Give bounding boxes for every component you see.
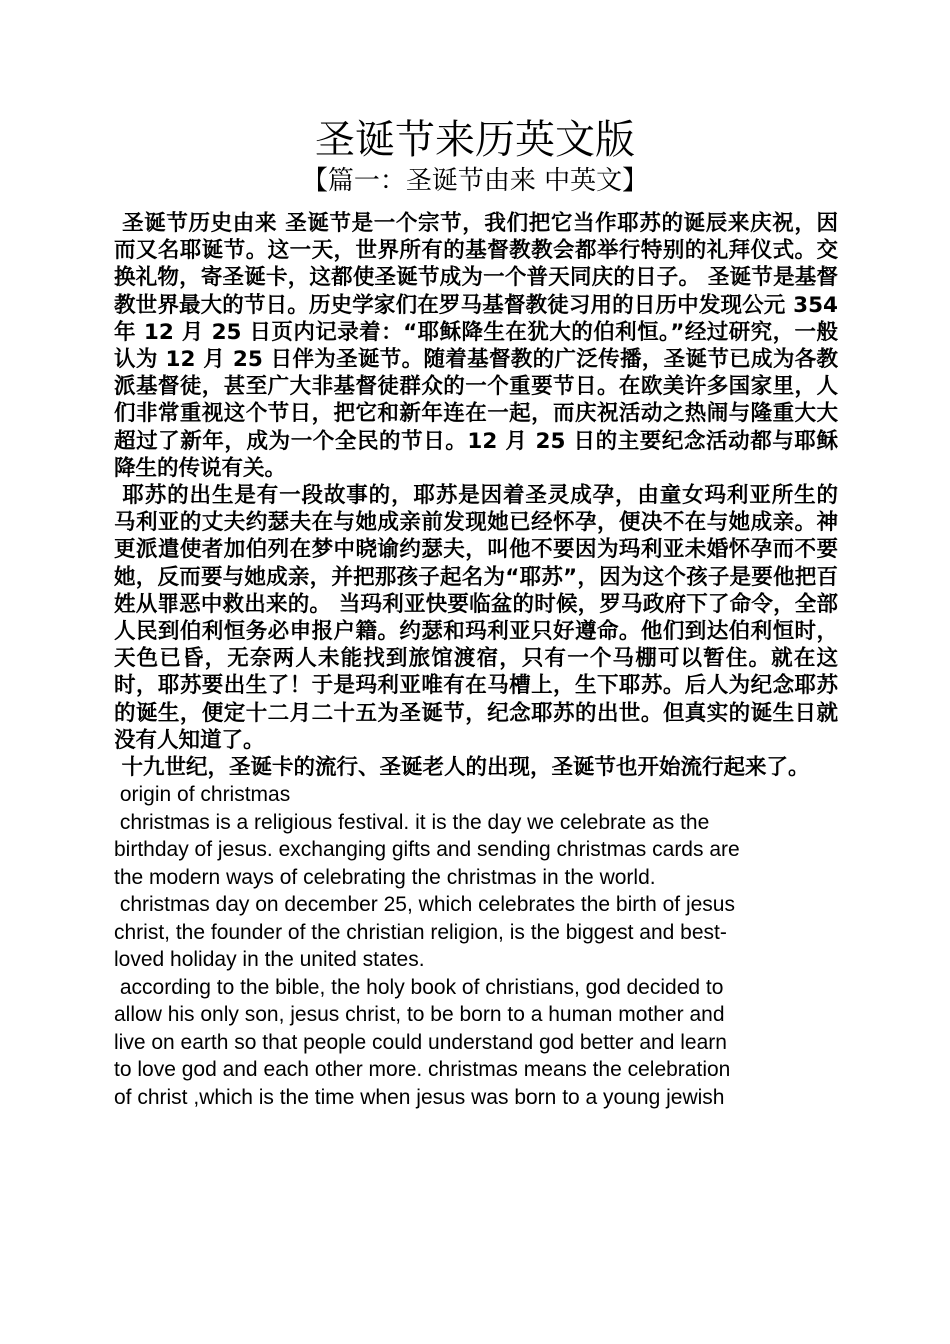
paragraph-birth-story: 耶苏的出生是有一段故事的，耶苏是因着圣灵成孕，由童女玛利亚所生的 马利亚的丈夫约瑟夫在与她成亲前发现她已经怀孕，便决不在与她成亲。神更派遣使者加伯列在梦中晓谕约瑟夫，叫他不要因为玛利亚未婚怀孕而不要她，反而要与她成亲，并把那孩子起名为“耶苏”，因为这个孩子是要他把百姓从罪恶中救出来的。 当玛利亚快要临盆的时候，罗马政府下了命令，全部人民到伯利恒务必申报户籍。约瑟和玛利亚只好遵命。他们到达伯利恒时，天色已昏，无奈两人未能找到旅馆渡宿，只有一个马棚可以暂住。就在这时，耶苏要出生了！于是玛利亚唯有在马槽上，生下耶苏。后人为纪念耶苏的诞生，便定十二月二十五为圣诞节，纪念耶苏的出世。但真实的诞生日就没有人知道了。 bbox=[114, 483, 846, 753]
paragraph-bible: according to the bible, the holy book of christians, god decided to allow his only son, jesus christ, to be born to a human mother and live on earth so that people could understand god better and learn to love god and each other more. christmas means the celebration of christ ,which is the time when jesus was born to a young jewish bbox=[114, 975, 731, 1109]
paragraph-history: 圣诞节历史由来 圣诞节是一个宗节，我们把它当作耶苏的诞辰来庆祝，因而又名耶诞节。这一天，世界所有的基督教教会都举行特别的礼拜仪式。交换礼物，寄圣诞卡，这都使圣诞节成为一个普天同庆的日子。 圣诞节是基督教世界最大的节日。历史学家们在罗马基督教徒习用的日历中发现公元 354 年 12 月 25 日页内记录着：“耶稣降生在犹大的伯利恒。”经过研究，一般认为 12 月 25 日伴为圣诞节。随着基督教的广泛传播，圣诞节已成为各教派基督徒，甚至广大非基督徒群众的一个重要节日。在欧美许多国家里，人们非常重视这个节日，把它和新年连在一起，而庆祝活动之热闹与隆重大大超过了新年，成为一个全民的节日。12 月 25 日的主要纪念活动都与耶稣降生的传说有关。 bbox=[114, 211, 846, 481]
document-body bbox=[114, 210, 846, 1111]
paragraph-origin-heading: origin of christmas bbox=[114, 783, 291, 807]
paragraph-religious-festival: christmas is a religious festival. it is the day we celebrate as the birthday of jesus. exchanging gifts and sending christmas cards are the modern ways of celebrating the christmas in the world. bbox=[114, 810, 740, 889]
document-subtitle: 【篇一：圣诞节由来 中英文】 bbox=[301, 166, 649, 196]
paragraph-nineteenth-century: 十九世纪，圣诞卡的流行、圣诞老人的出现，圣诞节也开始流行起来了。 bbox=[114, 755, 810, 781]
document-title: 圣诞节来历英文版 bbox=[315, 117, 635, 163]
paragraph-december-25: christmas day on december 25, which celebrates the birth of jesus christ, the founder of the christian religion, is the biggest and best- loved holiday in the united states. bbox=[114, 893, 735, 972]
